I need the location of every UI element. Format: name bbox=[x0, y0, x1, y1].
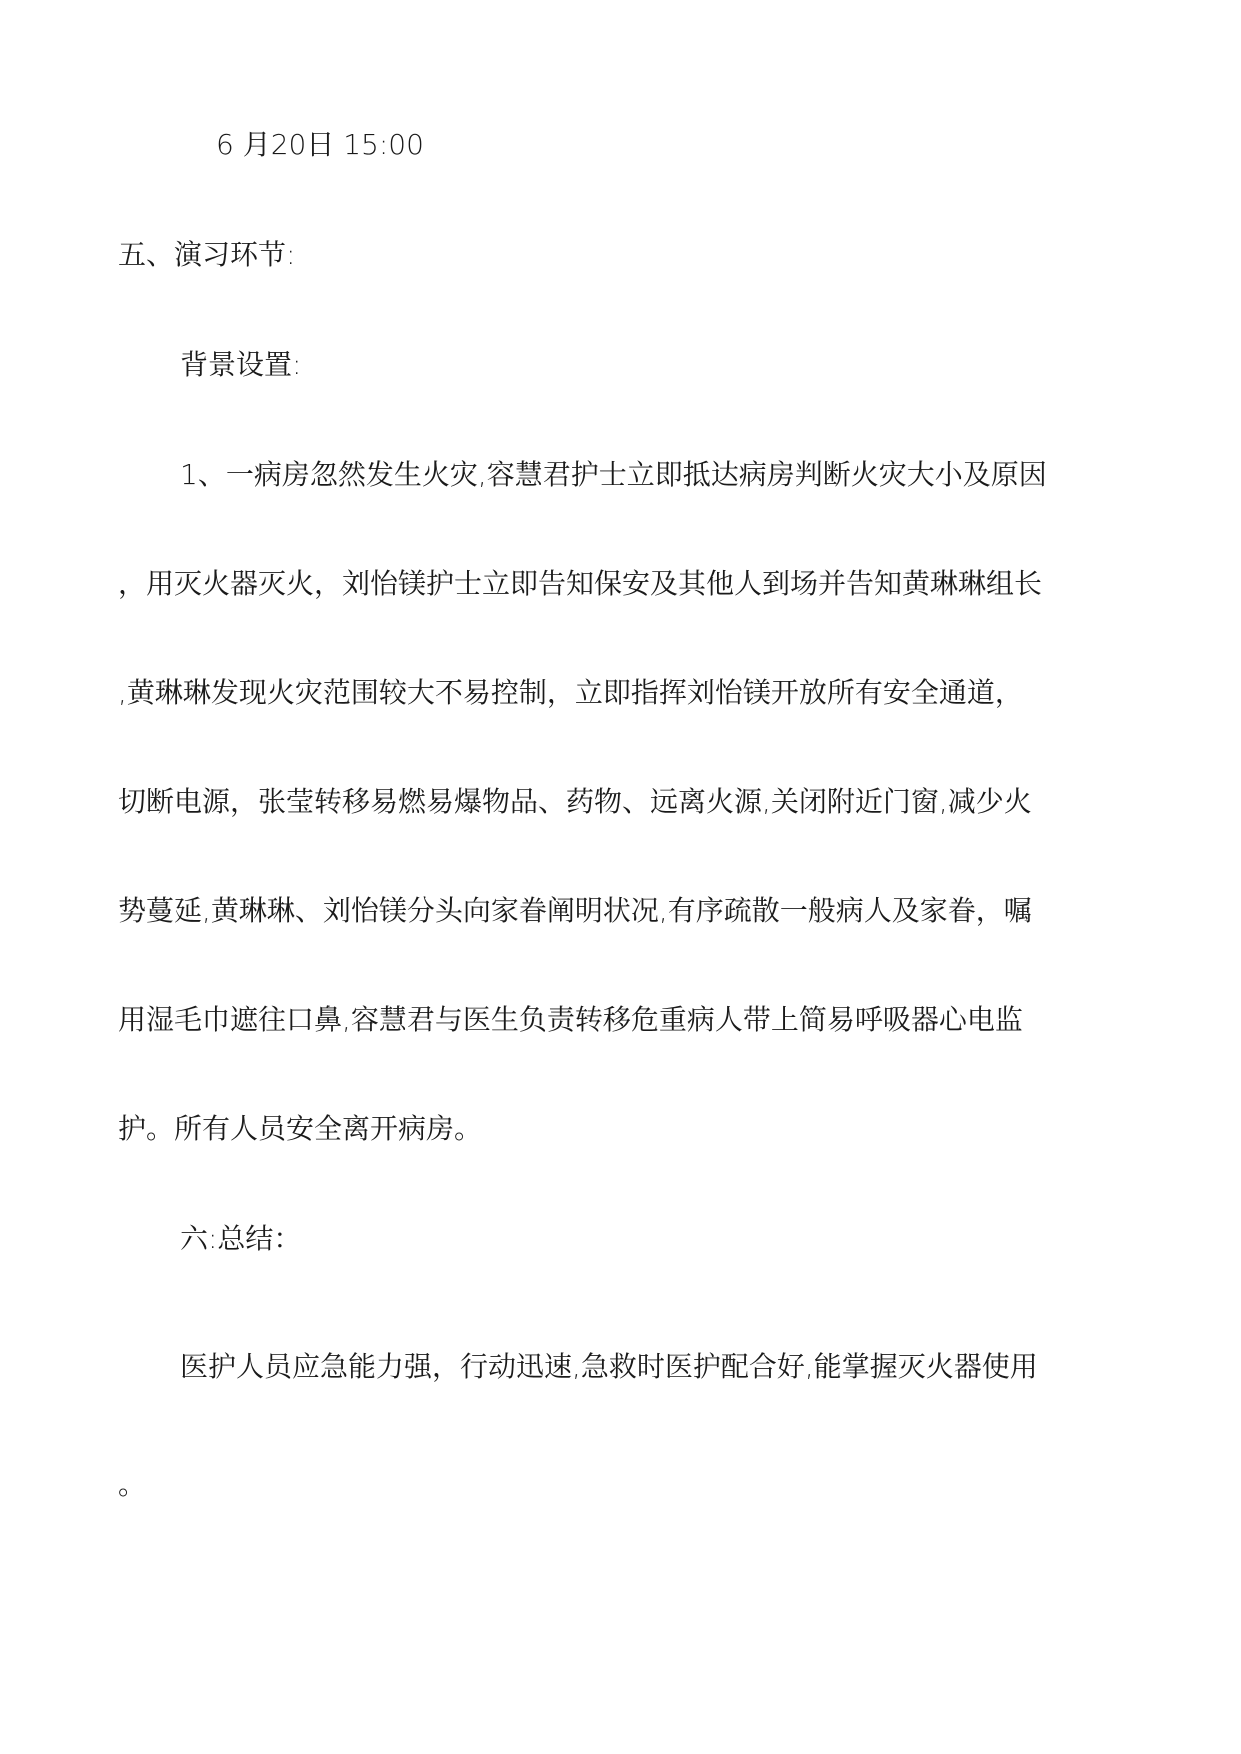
paragraph-line: 护。所有人员安全离开病房。 bbox=[118, 1112, 483, 1145]
summary-line: 医护人员应急能力强，行动迅速,急救时医护配合好,能掌握灭火器使用 bbox=[180, 1350, 1038, 1383]
paragraph-line: ，用灭火器灭火，刘怡镁护士立即告知保安及其他人到场并告知黄琳琳组长 bbox=[118, 567, 1043, 600]
section-five-heading: 五、演习环节: bbox=[118, 238, 296, 271]
section-six-heading: 六:总结： bbox=[180, 1222, 302, 1255]
paragraph-line: 用湿毛巾遮往口鼻,容慧君与医生负责转移危重病人带上简易呼吸器心电监 bbox=[118, 1003, 1023, 1036]
paragraph-line: 势蔓延,黄琳琳、刘怡镁分头向家眷阐明状况,有序疏散一般病人及家眷，嘱 bbox=[118, 894, 1032, 927]
date-time-line: 6 月20日 15:00 bbox=[216, 128, 424, 161]
paragraph-line: ,黄琳琳发现火灾范围较大不易控制，立即指挥刘怡镁开放所有安全通道， bbox=[118, 676, 1023, 709]
summary-line: 。 bbox=[118, 1468, 147, 1501]
background-heading: 背景设置: bbox=[180, 348, 302, 381]
paragraph-line: 1、一病房忽然发生火灾,容慧君护士立即抵达病房判断火灾大小及原因 bbox=[180, 458, 1047, 491]
paragraph-line: 切断电源，张莹转移易燃易爆物品、药物、远离火源,关闭附近门窗,减少火 bbox=[118, 785, 1032, 818]
